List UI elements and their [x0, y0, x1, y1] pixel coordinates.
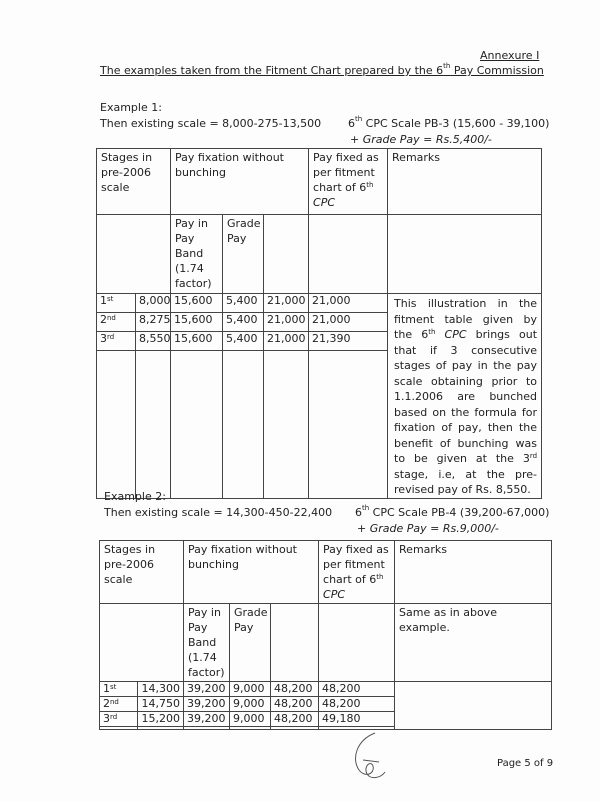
signature-icon — [345, 730, 395, 785]
example2-existing-scale: Then existing scale = 14,300-450-22,400 — [104, 506, 333, 519]
fixed-post: CPC — [323, 588, 346, 601]
stage-suffix: st — [107, 295, 114, 303]
cpc-italic: CPC — [435, 328, 467, 341]
fixed-pre: Pay fixed as per fitment chart of 6 — [313, 151, 379, 194]
empty-cell — [184, 727, 230, 730]
remarks-sup: th — [428, 328, 436, 336]
empty-cell — [319, 604, 395, 682]
total-cell: 21,000 — [264, 312, 309, 331]
gp-cell: 5,400 — [223, 331, 264, 350]
cpc-sup: th — [355, 115, 363, 123]
cpc-num: 6 — [355, 506, 362, 519]
fixed-pre: Pay fixed as per fitment chart of 6 — [323, 543, 389, 586]
band-cell: 15,600 — [171, 312, 223, 331]
remarks-cell — [395, 682, 552, 730]
header-stages: Stages in pre-2006 scale — [97, 149, 171, 215]
empty-cell — [264, 215, 309, 294]
header-pay-fixation: Pay fixation without bunching — [184, 541, 319, 604]
stage-suffix: rd — [107, 332, 115, 341]
remarks-sup: rd — [529, 452, 538, 460]
pre-cell: 8,275 — [136, 312, 171, 331]
empty-cell — [309, 215, 388, 294]
remarks-text: stage, i.e, at the pre-revised pay of Rs. 8,550. — [394, 467, 538, 496]
total-cell: 21,000 — [264, 331, 309, 350]
gp-cell: 9,000 — [230, 682, 271, 697]
empty-cell — [97, 215, 171, 294]
pre-cell: 15,200 — [138, 712, 184, 727]
empty-cell — [271, 727, 319, 730]
stage-number: 3 — [103, 712, 110, 725]
example2-cpc-scale — [355, 506, 549, 519]
empty-cell — [230, 727, 271, 730]
example1-existing-scale: Then existing scale = 8,000-275-13,500 — [100, 117, 322, 130]
title-text-end: Pay Commission — [450, 64, 544, 77]
stage-suffix: rd — [110, 713, 118, 721]
pre-cell: 14,750 — [138, 697, 184, 712]
total-cell: 21,000 — [264, 294, 309, 313]
stage-cell — [97, 331, 136, 350]
total-cell: 48,200 — [271, 682, 319, 697]
cpc-rest: CPC Scale PB-3 (15,600 - 39,100) — [362, 117, 550, 130]
remarks-cell — [388, 294, 542, 499]
stage-cell — [100, 682, 138, 697]
stage-number: 3 — [100, 331, 107, 345]
fixed-cell: 21,390 — [309, 331, 388, 350]
header-remarks: Remarks — [395, 541, 552, 604]
stage-cell — [100, 712, 138, 727]
pre-cell: 14,300 — [138, 682, 184, 697]
example1-heading: Example 1: — [100, 101, 162, 114]
fixed-cell: 48,200 — [319, 682, 395, 697]
stage-suffix: nd — [107, 313, 116, 322]
title-text: The examples taken from the Fitment Chart prepared by the 6 — [100, 64, 444, 77]
empty-cell — [271, 604, 319, 682]
example2-heading: Example 2: — [104, 490, 166, 503]
empty-cell — [171, 350, 223, 498]
fixed-cell: 21,000 — [309, 312, 388, 331]
subheader-grade-pay: Grade Pay — [223, 215, 264, 294]
total-cell: 48,200 — [271, 712, 319, 727]
example1-grade-pay: + Grade Pay = Rs.5,400/- — [350, 133, 492, 146]
cpc-rest: CPC Scale PB-4 (39,200-67,000) — [369, 506, 550, 519]
remarks-text: CPC brings out that if 3 consecutive stages of pay in the pay scale obtaining prior to 1.1.2006 are bunched based on the formula for fixation of pay, then the benefit of bunching was to be given at the 3 — [394, 328, 538, 465]
header-remarks: Remarks — [388, 149, 542, 215]
remarks-text: This illustration in the fitment table given by the 6 — [394, 297, 538, 341]
pre-cell: 8,550 — [136, 331, 171, 350]
title-sup: th — [443, 62, 451, 70]
fixed-sup: th — [366, 181, 374, 189]
header-pay-fixation: Pay fixation without bunching — [171, 149, 309, 215]
page-title — [100, 64, 544, 77]
table-row — [97, 294, 542, 313]
cpc-sup: th — [362, 504, 370, 512]
header-pay-fixed — [309, 149, 388, 215]
empty-cell — [97, 350, 136, 498]
total-cell: 48,200 — [271, 697, 319, 712]
gp-cell: 5,400 — [223, 312, 264, 331]
band-cell: 39,200 — [184, 682, 230, 697]
fixed-cell: 21,000 — [309, 294, 388, 313]
subheader-pay-band: Pay in Pay Band (1.74 factor) — [184, 604, 230, 682]
header-pay-fixed — [319, 541, 395, 604]
empty-cell — [100, 604, 184, 682]
stage-number: 2 — [103, 697, 110, 710]
stage-number: 1 — [103, 682, 110, 695]
gp-cell: 9,000 — [230, 697, 271, 712]
band-cell: 39,200 — [184, 712, 230, 727]
empty-cell — [223, 350, 264, 498]
example2-table — [99, 540, 552, 730]
gp-cell: 9,000 — [230, 712, 271, 727]
empty-cell — [100, 727, 138, 730]
stage-suffix: nd — [110, 698, 119, 706]
band-cell: 15,600 — [171, 331, 223, 350]
pre-cell: 8,000 — [136, 294, 171, 313]
band-cell: 15,600 — [171, 294, 223, 313]
stage-number: 1 — [100, 294, 107, 307]
example2-remarks: Same as in above example. — [395, 604, 552, 682]
stage-number: 2 — [100, 312, 107, 326]
example1-table — [96, 148, 542, 499]
fixed-cell: 48,200 — [319, 697, 395, 712]
page-number: Page 5 of 9 — [497, 758, 554, 769]
stage-cell — [97, 312, 136, 331]
empty-cell — [138, 727, 184, 730]
fixed-sup: th — [376, 573, 384, 581]
fixed-cell: 49,180 — [319, 712, 395, 727]
fixed-post: CPC — [313, 196, 336, 209]
gp-cell: 5,400 — [223, 294, 264, 313]
stage-suffix: st — [110, 683, 117, 691]
stage-cell — [97, 294, 136, 313]
subheader-grade-pay: Grade Pay — [230, 604, 271, 682]
empty-cell — [309, 350, 388, 498]
example1-cpc-scale — [348, 117, 549, 130]
empty-cell — [264, 350, 309, 498]
header-stages: Stages in pre-2006 scale — [100, 541, 184, 604]
subheader-pay-band: Pay in Pay Band (1.74 factor) — [171, 215, 223, 294]
empty-cell — [136, 350, 171, 498]
example2-grade-pay: + Grade Pay = Rs.9,000/- — [357, 522, 499, 535]
annexure-label: Annexure I — [480, 49, 540, 62]
band-cell: 39,200 — [184, 697, 230, 712]
table-row — [100, 682, 552, 697]
cpc-num: 6 — [348, 117, 355, 130]
stage-cell — [100, 697, 138, 712]
empty-cell — [388, 215, 542, 294]
